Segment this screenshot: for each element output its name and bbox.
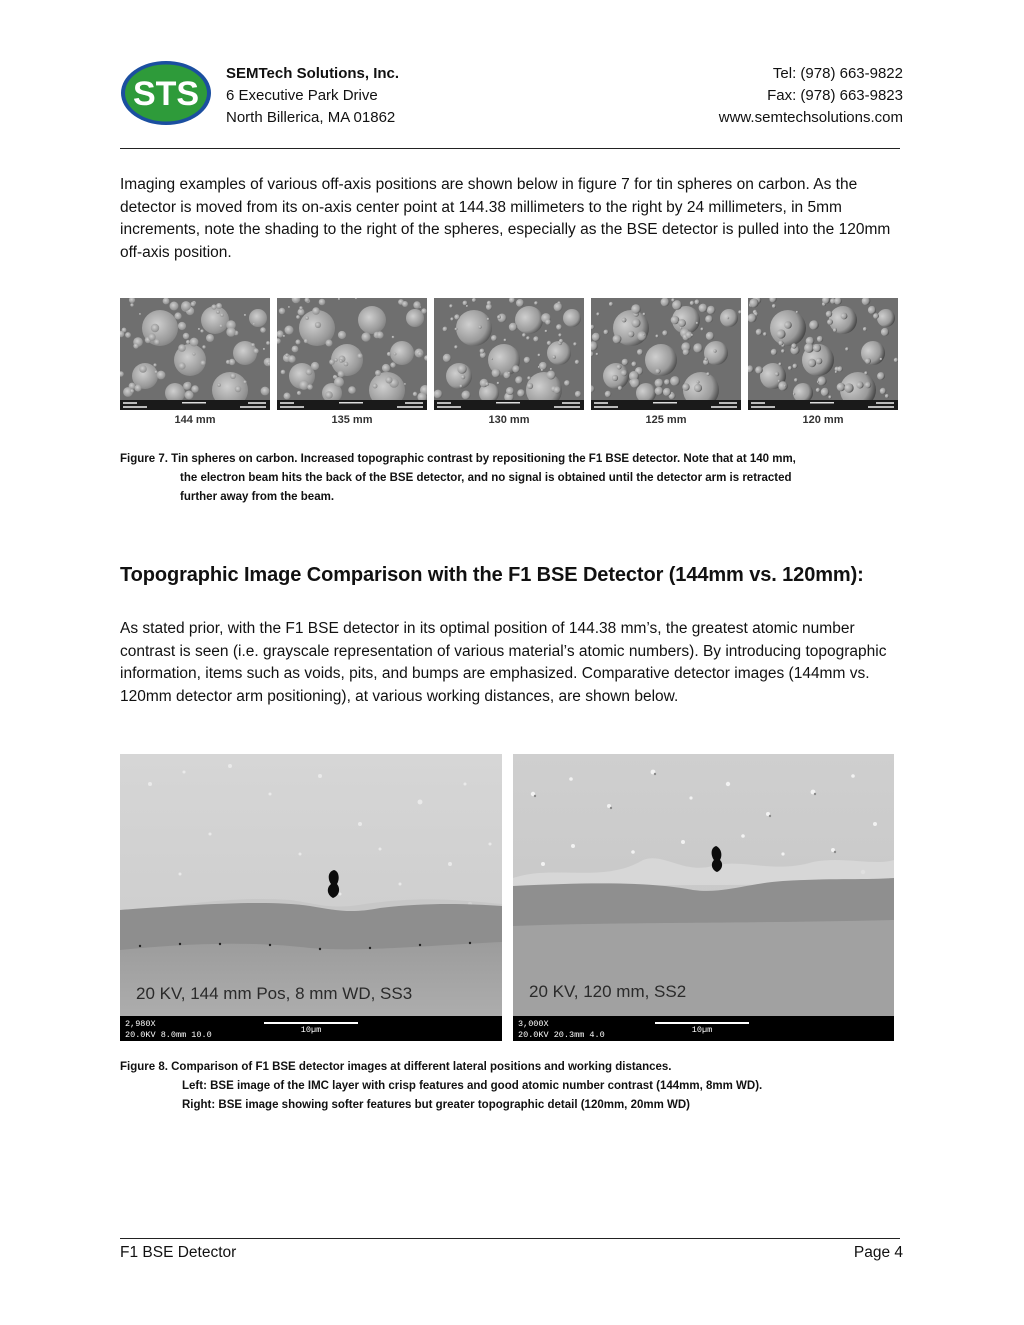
section-heading: Topographic Image Comparison with the F1 BSE Detector (144mm vs. 120mm): — [120, 564, 864, 586]
figure-7-thumbnail — [277, 298, 427, 410]
figure-8-caption-line-3: Right: BSE image showing softer features but greater topographic detail (120mm, 20mm WD) — [182, 1099, 690, 1111]
fax: Fax: (978) 663-9823 — [767, 87, 903, 104]
intro-paragraph: Imaging examples of various off-axis positions are shown below in figure 7 for tin spheres on carbon. As the detector is moved from its on-axis center point at 144.38 millimeters to the right by 24 millimeters, in 5mm increments, note the shading to the right of the spheres, especially as the BSE detector is pulled into the 120mm off-axis position. — [120, 176, 891, 261]
sem-left-magnification: 2,980X — [125, 1019, 156, 1029]
sem-image-120mm-graphic — [513, 754, 894, 1016]
sem-left-scale-label: 10µm — [300, 1025, 322, 1035]
sts-logo — [120, 60, 212, 126]
section-paragraph: As stated prior, with the F1 BSE detector in its optimal position of 144.38 mm’s, the greatest atomic number contrast is seen (i.e. grayscale representation of various material’s atomic numbers). By introducing topographic information, items such as voids, pits, and bumps are emphasized. Comparative detector images (144mm vs. 120mm detector arm positioning), at various working distances, are shown below. — [120, 620, 887, 705]
figure-7-caption-line-2: the electron beam hits the back of the BSE detector, and no signal is obtained until the detector arm is retracted — [180, 472, 792, 484]
sem-image-144mm — [120, 754, 502, 1041]
company-address-block — [226, 63, 399, 129]
sem-right-magnification: 3,000X — [518, 1019, 549, 1029]
figure-7-thumbnail — [591, 298, 741, 410]
address-line-2: North Billerica, MA 01862 — [226, 109, 396, 126]
footer-page-number: Page 4 — [853, 1244, 903, 1261]
figure-8-caption — [120, 1058, 762, 1115]
sem-right-parameters: 20.0KV 20.3mm 4.0 — [518, 1030, 605, 1040]
figure-7-thumbnail-label: 120 mm — [802, 414, 844, 426]
figure-8-caption-line-2: Left: BSE image of the IMC layer with crisp features and good atomic number contrast (144mm, 8mm WD). — [182, 1080, 763, 1092]
website[interactable]: www.semtechsolutions.com — [718, 109, 903, 126]
figure-7-image-strip — [120, 298, 900, 410]
figure-7-thumbnail-label: 144 mm — [174, 414, 216, 426]
sem-left-overlay-label: 20 KV, 144 mm Pos, 8 mm WD, SS3 — [136, 984, 413, 1003]
figure-7-caption-line-3: further away from the beam. — [180, 491, 335, 503]
contact-block — [719, 63, 903, 129]
address-line-1: 6 Executive Park Drive — [226, 87, 378, 104]
sem-right-scale-bar — [655, 1022, 749, 1035]
figure-7-thumbnail-label: 130 mm — [488, 414, 530, 426]
sem-right-scale-label: 10µm — [691, 1025, 713, 1035]
company-name: SEMTech Solutions, Inc. — [226, 65, 400, 82]
logo-text: STS — [132, 75, 200, 113]
sem-left-scale-bar — [264, 1022, 358, 1035]
figure-7-thumbnail-label: 125 mm — [645, 414, 687, 426]
sem-image-144mm-graphic — [120, 754, 502, 1016]
footer-document-title: F1 BSE Detector — [120, 1244, 237, 1261]
sem-right-info-bar — [513, 1016, 894, 1041]
figure-7-caption — [120, 450, 796, 507]
telephone: Tel: (978) 663-9822 — [772, 65, 903, 82]
sem-left-info-bar — [120, 1016, 502, 1041]
figure-7-thumbnail-label: 135 mm — [331, 414, 373, 426]
sem-right-overlay-label: 20 KV, 120 mm, SS2 — [529, 982, 687, 1001]
figure-8-caption-line-1: Figure 8. Comparison of F1 BSE detector images at different lateral positions and working distances. — [120, 1061, 672, 1073]
sem-image-120mm — [513, 754, 894, 1041]
figure-7-thumbnail — [748, 298, 898, 410]
sem-left-parameters: 20.0KV 8.0mm 10.0 — [125, 1030, 212, 1040]
header-divider — [120, 148, 900, 149]
figure-7-thumbnail — [120, 298, 270, 410]
footer-divider — [120, 1238, 900, 1239]
figure-7-caption-line-1: Figure 7. Tin spheres on carbon. Increased topographic contrast by repositioning the F1 BSE detector. Note that at 140 mm, — [120, 453, 796, 465]
figure-7-thumbnail — [434, 298, 584, 410]
